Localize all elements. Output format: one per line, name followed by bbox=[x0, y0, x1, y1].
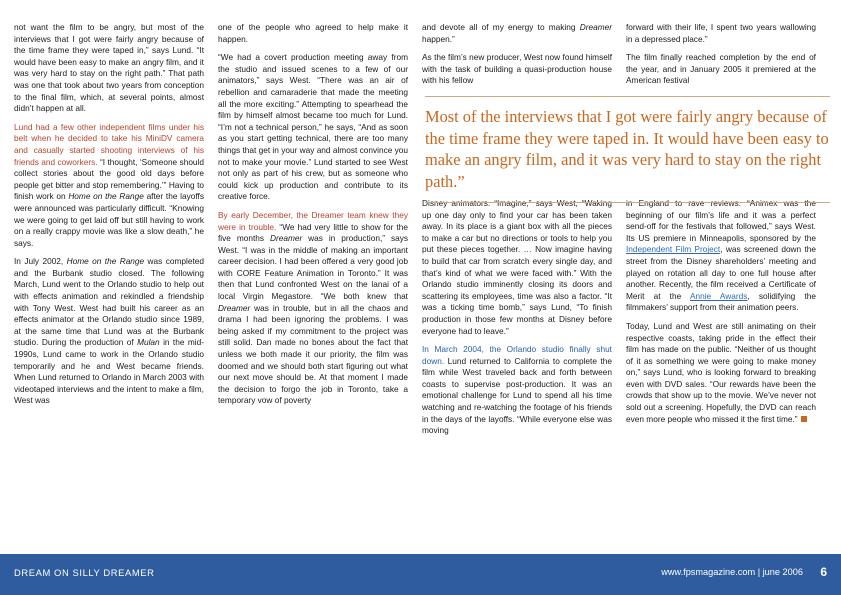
paragraph-with-links bbox=[626, 198, 816, 314]
paragraph-with-lead bbox=[218, 210, 408, 407]
italic-title: Dreamer bbox=[269, 233, 303, 244]
footer-page-number: 6 bbox=[820, 565, 827, 579]
paragraph-text: Lund returned to California to complete the film while West traveled back and forth between coasts to supervise post-production. It was an emotional challenge for Lund to spend all his time watching and re-watching the footage of his friends in the days of the layoffs. “While everyone else was moving bbox=[422, 355, 612, 436]
paragraph-text: In July 2002, bbox=[14, 256, 67, 267]
paragraph-with-lead bbox=[422, 344, 612, 437]
pull-quote-text: Most of the interviews that I got were fairly angry because of the time frame they were taped in. It would have been easy to make an angry film, and it was very hard to stay on the right path.” bbox=[425, 107, 829, 191]
paragraph-text: “We had very little to show for the five months bbox=[218, 221, 408, 244]
paragraph-text: and devote all of my energy to making bbox=[422, 22, 580, 32]
pull-quote bbox=[425, 96, 830, 203]
paragraph-text-tail: , was screened down the street from the Disney shareholders’ meeting and played on rotation all day to one full house after another. Recently, the film received a Certificate of Merit at the bbox=[626, 244, 816, 301]
end-mark-icon bbox=[801, 416, 807, 422]
paragraph-text-tail-2: , solidifying the filmmakers’ support from their animation peers. bbox=[626, 290, 816, 313]
italic-title: Home on the Range bbox=[68, 191, 144, 202]
italic-title: Mulan bbox=[137, 337, 160, 348]
paragraph: one of the people who agreed to help make it happen. bbox=[218, 22, 408, 44]
paragraph: The film finally reached completion by the end of the year, and in January 2005 it premiered at the American festival bbox=[626, 52, 816, 86]
paragraph: Disney animators. “Imagine,” says West, “Waking up one day only to find your car has been taken away. In its place is a giant box with all the pieces to make a car but no directions or tools to help you put these pieces together. … Now imagine having to build that car from scratch every single day, and that’s kind of what we were faced with.” With the Orlando studio imminently closing its doors and scattering its employees, time was also a factor. “It was a ticking time bomb,” says Lund, “To finish production in those few months at Disney before everyone had to leave.” bbox=[422, 197, 612, 336]
paragraph: not want the film to be angry, but most of the interviews that I got were fairly angry because of the time frame they were taped in,” says Lund. “It would have been easy to make an angry film, and it was very hard to stay on the right path.” That path was one that took about two years from conception to the final film, which, at several points, almost didn’t happen at all. bbox=[14, 22, 204, 114]
paragraph-text-tail: was in production,” says West. “I was in the middle of making an important career decision. I had been offered a very good job with CORE Feature Animation in Toronto.” It was then that Lund confronted West on the lanai of a local Virgin Megastore. “We both knew that bbox=[218, 233, 409, 302]
footer-article-title: DREAM ON SILLY DREAMER bbox=[14, 567, 155, 578]
paragraph: “We had a covert production meeting away from the studio and issued scenes to a few of our animators,” says West. “There was an air of rebellion and camaraderie that made the meeting all the more exciting.” Attempting to spearhead the film by himself almost became too much for Lund. “I’m not a technical person,” he says, “And as soon as you start getting technical, there are too many things that get in your way and almost convince you not to make your movie.” Lund started to see West not only as part of his crew, but as someone who could kick up production and contribute to its creative force. bbox=[218, 52, 409, 202]
link-annie-awards[interactable]: Annie Awards bbox=[689, 290, 748, 301]
lead-in-text: Lund had a few other independent films under his belt when he decided to take his MiniDV camera and casually started shooting interviews of his friends and coworkers. bbox=[14, 121, 204, 167]
italic-title: Home on the Range bbox=[66, 256, 145, 267]
column-1 bbox=[14, 22, 204, 532]
footer-website-issue: www.fpsmagazine.com | june 2006 bbox=[661, 567, 803, 577]
paragraph-text: in England to rave reviews. “Animex was the beginning of our film’s life and it was a perfect send-off for the festivals that followed,” says West. Its US premiere in Minneapolis, sponsored by the bbox=[626, 197, 816, 243]
paragraph: As the film’s new producer, West now found himself with the task of building a quasi-production house with his fellow bbox=[422, 52, 612, 86]
paragraph-text-tail: happen.” bbox=[422, 33, 455, 44]
paragraph: forward with their life, I spent two years wallowing in a depressed place.” bbox=[626, 22, 816, 44]
link-independent-film-project[interactable]: Independent Film Project bbox=[626, 244, 721, 255]
paragraph-text: “I thought, ‘Someone should collect stories about the good old days before people get bitter and stop remembering.’” Having to finish work on bbox=[14, 156, 205, 202]
paragraph-text-tail-2: in the mid-1990s, Lund came to work in the Orlando studio temporarily and he and West became friends. When Lund returned to Orlando in March 2003 with videotaped interviews and the intent to make a film, West was bbox=[14, 337, 204, 406]
paragraph-text: Today, Lund and West are still animating on their respective coasts, taking pride in the effect their film has made on the public. “Neither of us thought of it as something we were going to make money on,” says Lund, who is looking forward to breaking even with DVD sales. “Our rewards have been the crowds that show up to the movie. We’ve never not sold out a screening. Hopefully, the DVD can reach even more people who missed it the first time.” bbox=[626, 320, 816, 424]
paragraph-text-tail-2: was in trouble, but in all the chaos and drama I had been ignoring the problems. I was being asked if my commitment to the project was still solid. Dan made no bones about the fact that unless we both made it our priority, the film was doomed and we should both start figuring out what our next move should be. At that moment I made the decision to forgo the job in Toronto, take a temporary vow of poverty bbox=[218, 302, 408, 406]
lead-in-text: By early December, the Dreamer team knew they were in trouble. bbox=[218, 209, 408, 232]
paragraph bbox=[422, 22, 612, 45]
italic-title: Dreamer bbox=[218, 302, 251, 313]
paragraph-text-tail: after the layoffs were announced was particularly difficult. “Knowing we were going to get laid off but still having to work on a really crappy movie was like a slow death,” he says. bbox=[14, 191, 204, 248]
page-footer bbox=[0, 554, 841, 595]
lead-in-text: In March 2004, the Orlando studio finally shut down. bbox=[422, 344, 612, 366]
column-2 bbox=[218, 22, 408, 532]
paragraph-with-lead bbox=[14, 122, 204, 250]
paragraph bbox=[14, 256, 204, 407]
italic-title: Dreamer bbox=[579, 22, 612, 32]
paragraph-text-tail: was completed and the Burbank studio closed. The following March, Lund went to the Orlando studio to help out with effects animation and rekindled a friendship with Tony West. West had built his career as an effects animator at the Orlando studio since 1989, at the same time that Lund was at the Burbank studio. During the production of bbox=[14, 256, 204, 348]
paragraph-final bbox=[626, 321, 816, 425]
